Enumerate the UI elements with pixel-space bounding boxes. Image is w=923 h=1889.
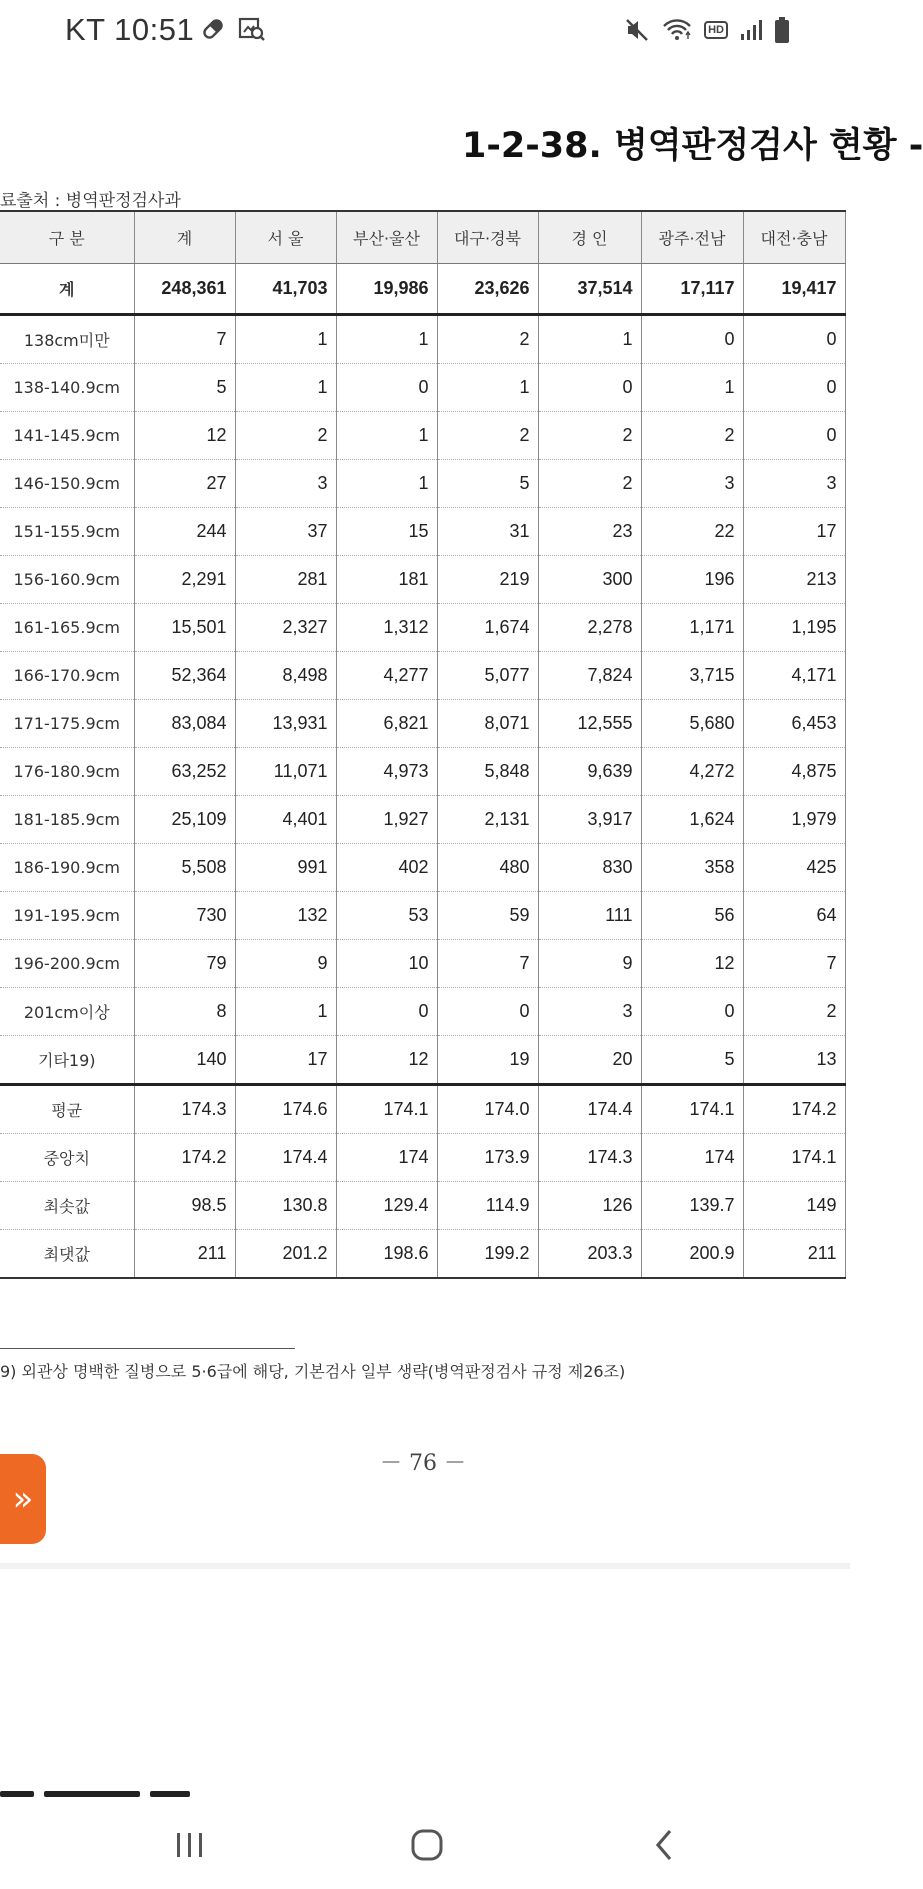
table-cell: 174.2 — [743, 1085, 845, 1134]
table-cell: 13 — [743, 1036, 845, 1085]
page-number: － 76 － — [380, 1451, 466, 1476]
table-cell: 0 — [743, 364, 845, 412]
row-label: 201cm이상 — [0, 988, 134, 1036]
status-time: KT 10:51 — [65, 12, 195, 47]
table-cell: 17,117 — [641, 264, 743, 315]
table-cell: 23 — [538, 508, 641, 556]
table-row — [0, 604, 845, 652]
table-cell: 300 — [538, 556, 641, 604]
table-cell: 358 — [641, 844, 743, 892]
table-cell: 213 — [743, 556, 845, 604]
row-label: 166-170.9cm — [0, 652, 134, 700]
table-cell: 1 — [437, 364, 538, 412]
table-cell: 20 — [538, 1036, 641, 1085]
column-header: 대구·경북 — [437, 211, 538, 264]
home-button[interactable] — [392, 1820, 462, 1870]
table-cell: 2 — [437, 412, 538, 460]
table-cell: 174.1 — [336, 1085, 437, 1134]
table-cell: 4,401 — [235, 796, 336, 844]
row-label: 176-180.9cm — [0, 748, 134, 796]
table-cell: 63,252 — [134, 748, 235, 796]
table-cell: 0 — [538, 364, 641, 412]
table-cell: 991 — [235, 844, 336, 892]
table-cell: 4,277 — [336, 652, 437, 700]
table-cell: 23,626 — [437, 264, 538, 315]
table-cell: 56 — [641, 892, 743, 940]
table-cell: 12 — [134, 412, 235, 460]
row-label: 146-150.9cm — [0, 460, 134, 508]
table-cell: 7,824 — [538, 652, 641, 700]
column-header: 경 인 — [538, 211, 641, 264]
table-cell: 281 — [235, 556, 336, 604]
row-label: 161-165.9cm — [0, 604, 134, 652]
row-label: 181-185.9cm — [0, 796, 134, 844]
table-cell: 79 — [134, 940, 235, 988]
table-cell: 1 — [235, 988, 336, 1036]
row-label: 171-175.9cm — [0, 700, 134, 748]
table-cell: 8 — [134, 988, 235, 1036]
table-cell: 149 — [743, 1182, 845, 1230]
table-cell: 132 — [235, 892, 336, 940]
table-cell: 3 — [743, 460, 845, 508]
row-label: 138-140.9cm — [0, 364, 134, 412]
table-cell: 200.9 — [641, 1230, 743, 1279]
table-cell: 0 — [743, 315, 845, 364]
table-cell: 1 — [336, 412, 437, 460]
row-label: 138cm미만 — [0, 315, 134, 364]
wifi-icon — [662, 17, 692, 43]
table-cell: 19 — [437, 1036, 538, 1085]
row-label: 최솟값 — [0, 1182, 134, 1230]
recent-apps-icon — [173, 1830, 207, 1860]
column-header: 구 분 — [0, 211, 134, 264]
table-cell: 1,312 — [336, 604, 437, 652]
table-cell: 3 — [538, 988, 641, 1036]
table-cell: 174.6 — [235, 1085, 336, 1134]
table-row — [0, 988, 845, 1036]
table-cell: 1,171 — [641, 604, 743, 652]
table-cell: 13,931 — [235, 700, 336, 748]
table-cell: 5 — [641, 1036, 743, 1085]
table-cell: 59 — [437, 892, 538, 940]
table-cell: 174.3 — [134, 1085, 235, 1134]
row-label: 중앙치 — [0, 1134, 134, 1182]
row-label: 196-200.9cm — [0, 940, 134, 988]
table-cell: 0 — [743, 412, 845, 460]
table-row — [0, 652, 845, 700]
table-cell: 2 — [743, 988, 845, 1036]
table-cell: 8,498 — [235, 652, 336, 700]
table-cell: 5,077 — [437, 652, 538, 700]
column-header: 계 — [134, 211, 235, 264]
table-cell: 52,364 — [134, 652, 235, 700]
table-cell: 2 — [437, 315, 538, 364]
table-cell: 1,927 — [336, 796, 437, 844]
table-cell: 9 — [538, 940, 641, 988]
statistics-table-container — [0, 210, 850, 1281]
table-cell: 174 — [641, 1134, 743, 1182]
table-cell: 6,453 — [743, 700, 845, 748]
row-label: 151-155.9cm — [0, 508, 134, 556]
table-cell: 9,639 — [538, 748, 641, 796]
table-cell: 2 — [538, 412, 641, 460]
navigation-bar — [0, 1800, 850, 1889]
column-header: 부산·울산 — [336, 211, 437, 264]
table-cell: 402 — [336, 844, 437, 892]
table-cell: 174.2 — [134, 1134, 235, 1182]
column-header: 광주·전남 — [641, 211, 743, 264]
table-cell: 31 — [437, 508, 538, 556]
side-menu-button[interactable] — [0, 1454, 46, 1544]
table-cell: 199.2 — [437, 1230, 538, 1279]
table-cell: 111 — [538, 892, 641, 940]
table-row — [0, 1134, 845, 1182]
status-bar — [0, 0, 850, 62]
table-cell: 12 — [336, 1036, 437, 1085]
table-cell: 1,674 — [437, 604, 538, 652]
table-cell: 1 — [235, 315, 336, 364]
table-cell: 830 — [538, 844, 641, 892]
table-cell: 244 — [134, 508, 235, 556]
column-header: 대전·충남 — [743, 211, 845, 264]
table-cell: 5 — [437, 460, 538, 508]
table-row — [0, 412, 845, 460]
table-cell: 4,171 — [743, 652, 845, 700]
table-cell: 8,071 — [437, 700, 538, 748]
table-row — [0, 1085, 845, 1134]
table-cell: 248,361 — [134, 264, 235, 315]
table-cell: 198.6 — [336, 1230, 437, 1279]
table-row — [0, 1036, 845, 1085]
table-cell: 12 — [641, 940, 743, 988]
table-cell: 0 — [336, 364, 437, 412]
table-cell: 27 — [134, 460, 235, 508]
capsule-icon — [200, 16, 226, 42]
back-button[interactable] — [630, 1820, 700, 1870]
table-row — [0, 700, 845, 748]
hd-icon: HD — [704, 21, 728, 39]
table-cell: 37 — [235, 508, 336, 556]
table-cell: 17 — [743, 508, 845, 556]
source-note: 료출처 : 병역판정검사과 — [0, 191, 181, 211]
table-cell: 425 — [743, 844, 845, 892]
table-cell: 4,272 — [641, 748, 743, 796]
table-cell: 7 — [437, 940, 538, 988]
footnote-divider — [0, 1348, 295, 1349]
row-label: 156-160.9cm — [0, 556, 134, 604]
table-row — [0, 460, 845, 508]
table-row — [0, 508, 845, 556]
row-label: 기타19) — [0, 1036, 134, 1085]
table-row — [0, 556, 845, 604]
table-cell: 211 — [743, 1230, 845, 1279]
table-header-row — [0, 211, 845, 264]
table-cell: 17 — [235, 1036, 336, 1085]
table-cell: 2 — [641, 412, 743, 460]
table-cell: 174.0 — [437, 1085, 538, 1134]
table-cell: 203.3 — [538, 1230, 641, 1279]
table-cell: 1 — [235, 364, 336, 412]
table-cell: 5,680 — [641, 700, 743, 748]
table-cell: 129.4 — [336, 1182, 437, 1230]
table-row — [0, 364, 845, 412]
double-chevron-right-icon: » — [12, 1479, 34, 1519]
table-cell: 4,875 — [743, 748, 845, 796]
table-row — [0, 1182, 845, 1230]
table-cell: 174.4 — [538, 1085, 641, 1134]
mute-icon — [624, 17, 650, 43]
table-cell: 3,715 — [641, 652, 743, 700]
table-cell: 83,084 — [134, 700, 235, 748]
page-divider — [0, 1563, 850, 1569]
table-cell: 126 — [538, 1182, 641, 1230]
table-cell: 1 — [538, 315, 641, 364]
table-cell: 12,555 — [538, 700, 641, 748]
table-cell: 0 — [641, 315, 743, 364]
table-cell: 219 — [437, 556, 538, 604]
table-cell: 1 — [641, 364, 743, 412]
table-cell: 22 — [641, 508, 743, 556]
table-cell: 19,986 — [336, 264, 437, 315]
table-cell: 140 — [134, 1036, 235, 1085]
table-cell: 11,071 — [235, 748, 336, 796]
table-row — [0, 940, 845, 988]
table-cell: 2 — [538, 460, 641, 508]
table-cell: 1,195 — [743, 604, 845, 652]
table-cell: 2,291 — [134, 556, 235, 604]
row-label: 186-190.9cm — [0, 844, 134, 892]
row-label: 최댓값 — [0, 1230, 134, 1279]
table-cell: 6,821 — [336, 700, 437, 748]
table-cell: 25,109 — [134, 796, 235, 844]
table-cell: 114.9 — [437, 1182, 538, 1230]
table-cell: 3 — [235, 460, 336, 508]
table-cell: 98.5 — [134, 1182, 235, 1230]
table-cell: 5 — [134, 364, 235, 412]
table-cell: 1,979 — [743, 796, 845, 844]
row-label: 141-145.9cm — [0, 412, 134, 460]
table-cell: 174 — [336, 1134, 437, 1182]
table-cell: 4,973 — [336, 748, 437, 796]
table-row — [0, 796, 845, 844]
table-cell: 7 — [743, 940, 845, 988]
table-cell: 2,131 — [437, 796, 538, 844]
table-cell: 730 — [134, 892, 235, 940]
table-cell: 2 — [235, 412, 336, 460]
table-cell: 15,501 — [134, 604, 235, 652]
table-cell: 196 — [641, 556, 743, 604]
table-cell: 174.4 — [235, 1134, 336, 1182]
table-cell: 5,848 — [437, 748, 538, 796]
table-cell: 2,278 — [538, 604, 641, 652]
table-cell: 480 — [437, 844, 538, 892]
table-cell: 37,514 — [538, 264, 641, 315]
table-row — [0, 1230, 845, 1279]
row-label: 평균 — [0, 1085, 134, 1134]
table-cell: 10 — [336, 940, 437, 988]
back-icon — [650, 1827, 680, 1863]
table-cell: 181 — [336, 556, 437, 604]
table-cell: 139.7 — [641, 1182, 743, 1230]
table-cell: 3,917 — [538, 796, 641, 844]
table-cell: 211 — [134, 1230, 235, 1279]
battery-icon — [774, 16, 790, 44]
table-cell: 1 — [336, 460, 437, 508]
table-cell: 1 — [336, 315, 437, 364]
table-cell: 201.2 — [235, 1230, 336, 1279]
table-cell: 174.3 — [538, 1134, 641, 1182]
row-label: 계 — [0, 264, 134, 315]
table-cell: 1,624 — [641, 796, 743, 844]
table-cell: 173.9 — [437, 1134, 538, 1182]
table-cell: 19,417 — [743, 264, 845, 315]
table-row — [0, 892, 845, 940]
table-row — [0, 264, 845, 315]
table-cell: 5,508 — [134, 844, 235, 892]
table-row — [0, 315, 845, 364]
table-cell: 130.8 — [235, 1182, 336, 1230]
table-cell: 53 — [336, 892, 437, 940]
signal-icon — [740, 18, 762, 42]
table-cell: 0 — [641, 988, 743, 1036]
table-cell: 64 — [743, 892, 845, 940]
table-cell: 0 — [437, 988, 538, 1036]
document-title: 1-2-38. 병역판정검사 현황 - — [462, 126, 923, 166]
table-cell: 15 — [336, 508, 437, 556]
table-cell: 2,327 — [235, 604, 336, 652]
table-cell: 174.1 — [743, 1134, 845, 1182]
recent-apps-button[interactable] — [155, 1820, 225, 1870]
table-cell: 174.1 — [641, 1085, 743, 1134]
next-page-cut-text — [0, 1783, 280, 1797]
table-cell: 7 — [134, 315, 235, 364]
table-row — [0, 844, 845, 892]
table-cell: 41,703 — [235, 264, 336, 315]
table-cell: 9 — [235, 940, 336, 988]
image-search-icon — [238, 16, 266, 42]
home-icon — [409, 1827, 445, 1863]
table-row — [0, 748, 845, 796]
table-cell: 0 — [336, 988, 437, 1036]
column-header: 서 울 — [235, 211, 336, 264]
statistics-table — [0, 210, 846, 1279]
table-cell: 3 — [641, 460, 743, 508]
row-label: 191-195.9cm — [0, 892, 134, 940]
footnote: 9) 외관상 명백한 질병으로 5·6급에 해당, 기본검사 일부 생략(병역판정검사 규정 제26조) — [0, 1362, 626, 1381]
